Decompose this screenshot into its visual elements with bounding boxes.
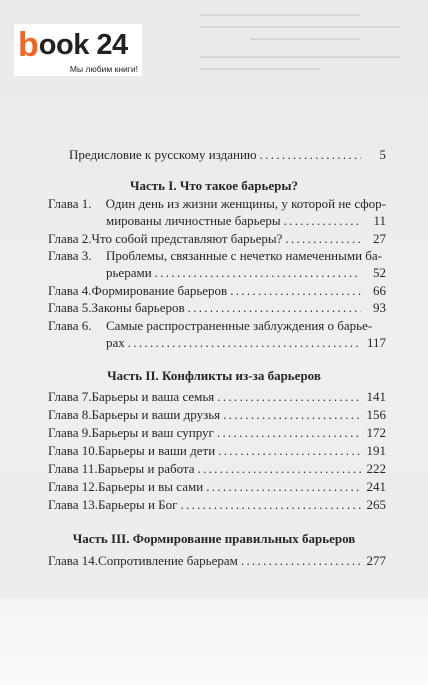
chapter-number: 6. — [81, 318, 92, 333]
toc-page-number: 191 — [366, 443, 386, 458]
chapter-number: 5. — [81, 300, 92, 315]
bleed-through-line — [200, 26, 400, 28]
chapter-label: Глава — [48, 497, 79, 512]
chapter-number: 11. — [81, 461, 98, 476]
part-heading: Часть III. Формирование правильных барьеров — [72, 531, 356, 546]
chapter-title: Сопротивление барьерам — [98, 553, 238, 568]
chapter-number: 9. — [81, 425, 92, 440]
toc-chapter-line — [48, 300, 386, 316]
toc-page-number: 27 — [373, 231, 386, 246]
chapter-number: 8. — [81, 407, 92, 422]
chapter-number: 3. — [81, 248, 92, 263]
chapter-label: Глава — [48, 443, 79, 458]
chapter-number: 14. — [81, 553, 99, 568]
toc-page-number: 277 — [366, 553, 386, 568]
chapter-title: Барьеры и ваши дети — [98, 443, 216, 458]
chapter-label: Глава — [48, 248, 79, 263]
toc-page-number: 66 — [373, 283, 386, 298]
chapter-number: 12. — [81, 479, 99, 494]
toc-chapter-line — [48, 283, 386, 299]
toc-chapter-line — [48, 461, 386, 477]
toc-entry-title: Предисловие к русскому изданию — [69, 147, 257, 162]
chapter-title: Самые распространенные заблуждения о барье- — [106, 318, 373, 333]
bleed-through-line — [250, 38, 360, 40]
chapter-number: 13. — [81, 497, 99, 512]
part-heading: Часть II. Конфликты из-за барьеров — [107, 368, 321, 383]
toc-page-number: 11 — [373, 213, 386, 228]
toc-chapter-line — [48, 479, 386, 495]
chapter-title: Законы барьеров — [91, 300, 185, 315]
bleed-through-line — [200, 68, 320, 70]
chapter-title: Формирование барьеров — [91, 283, 228, 298]
leader-dots — [155, 265, 361, 281]
part-heading: Часть I. Что такое барьеры? — [129, 178, 299, 193]
chapter-title: Барьеры и Бог — [98, 497, 178, 512]
leader-dots — [217, 425, 361, 441]
chapter-label: Глава — [48, 318, 79, 333]
toc-page-number: 5 — [379, 147, 386, 162]
leader-dots — [223, 407, 361, 423]
bleed-through-line — [200, 14, 360, 16]
chapter-title-cont: рах — [106, 335, 125, 350]
leader-dots — [218, 443, 361, 459]
chapter-title: Барьеры и ваша семья — [91, 389, 215, 404]
toc-chapter-line — [106, 213, 386, 229]
chapter-title: Барьеры и вы сами — [98, 479, 204, 494]
leader-dots — [206, 479, 361, 495]
chapter-title: Барьеры и ваши друзья — [91, 407, 221, 422]
toc-chapter-line — [48, 553, 386, 569]
toc-chapter-line — [48, 231, 386, 247]
chapter-number: 2. — [81, 231, 92, 246]
leader-dots — [260, 147, 361, 163]
toc-chapter-line — [48, 196, 386, 212]
book24-logo[interactable] — [14, 24, 142, 76]
toc-chapter-line — [48, 443, 386, 459]
toc-chapter-line — [48, 407, 386, 423]
leader-dots — [285, 231, 361, 247]
toc-chapter-line — [48, 497, 386, 513]
toc-chapter-line — [48, 389, 386, 405]
leader-dots — [188, 300, 361, 316]
chapter-label: Глава — [48, 425, 79, 440]
leader-dots — [284, 213, 361, 229]
logo-letter-b: b — [18, 26, 39, 64]
toc-page-number: 222 — [366, 461, 386, 476]
chapter-label: Глава — [48, 407, 79, 422]
chapter-label: Глава — [48, 283, 79, 298]
leader-dots — [180, 497, 361, 513]
toc-page-number: 117 — [366, 335, 386, 350]
chapter-number: 7. — [81, 389, 92, 404]
chapter-title: Что собой представляют барьеры? — [91, 231, 283, 246]
toc-page-number: 156 — [366, 407, 386, 422]
bleed-through-line — [200, 56, 400, 58]
leader-dots — [128, 335, 361, 351]
chapter-number: 4. — [81, 283, 92, 298]
logo-tagline: Мы любим книги! — [69, 64, 138, 74]
leader-dots — [217, 389, 361, 405]
chapter-label: Глава — [48, 300, 79, 315]
toc-chapter-line — [106, 335, 386, 351]
chapter-title: Барьеры и работа — [97, 461, 195, 476]
chapter-label: Глава — [48, 389, 79, 404]
toc-page-number: 265 — [366, 497, 386, 512]
page-bottom-area — [0, 598, 428, 685]
toc-page-number: 52 — [373, 265, 386, 280]
chapter-number: 10. — [81, 443, 99, 458]
toc-chapter-line — [48, 318, 386, 334]
leader-dots — [230, 283, 361, 299]
toc-page-number: 93 — [373, 300, 386, 315]
toc-page-number: 141 — [366, 389, 386, 404]
toc-chapter-line — [48, 425, 386, 441]
toc-page-number: 241 — [366, 479, 386, 494]
chapter-label: Глава — [48, 196, 79, 211]
toc-chapter-line — [48, 248, 386, 264]
chapter-label: Глава — [48, 479, 79, 494]
logo-wordmark — [18, 28, 128, 62]
toc-page-number: 172 — [366, 425, 386, 440]
chapter-title-cont: мированы личностные барьеры — [106, 213, 281, 228]
leader-dots — [241, 553, 361, 569]
logo-word: ook 24 — [38, 29, 128, 61]
toc-chapter-line — [106, 265, 386, 281]
chapter-title: Один день из жизни женщины, у которой не сфор- — [105, 196, 386, 211]
leader-dots — [198, 461, 361, 477]
chapter-title-cont: рьерами — [106, 265, 152, 280]
chapter-number: 1. — [81, 196, 92, 211]
chapter-title: Проблемы, связанные с нечетко намеченными ба- — [106, 248, 383, 263]
toc-preface — [69, 147, 386, 163]
chapter-label: Глава — [48, 553, 79, 568]
chapter-label: Глава — [48, 461, 79, 476]
chapter-label: Глава — [48, 231, 79, 246]
chapter-title: Барьеры и ваш супруг — [91, 425, 214, 440]
